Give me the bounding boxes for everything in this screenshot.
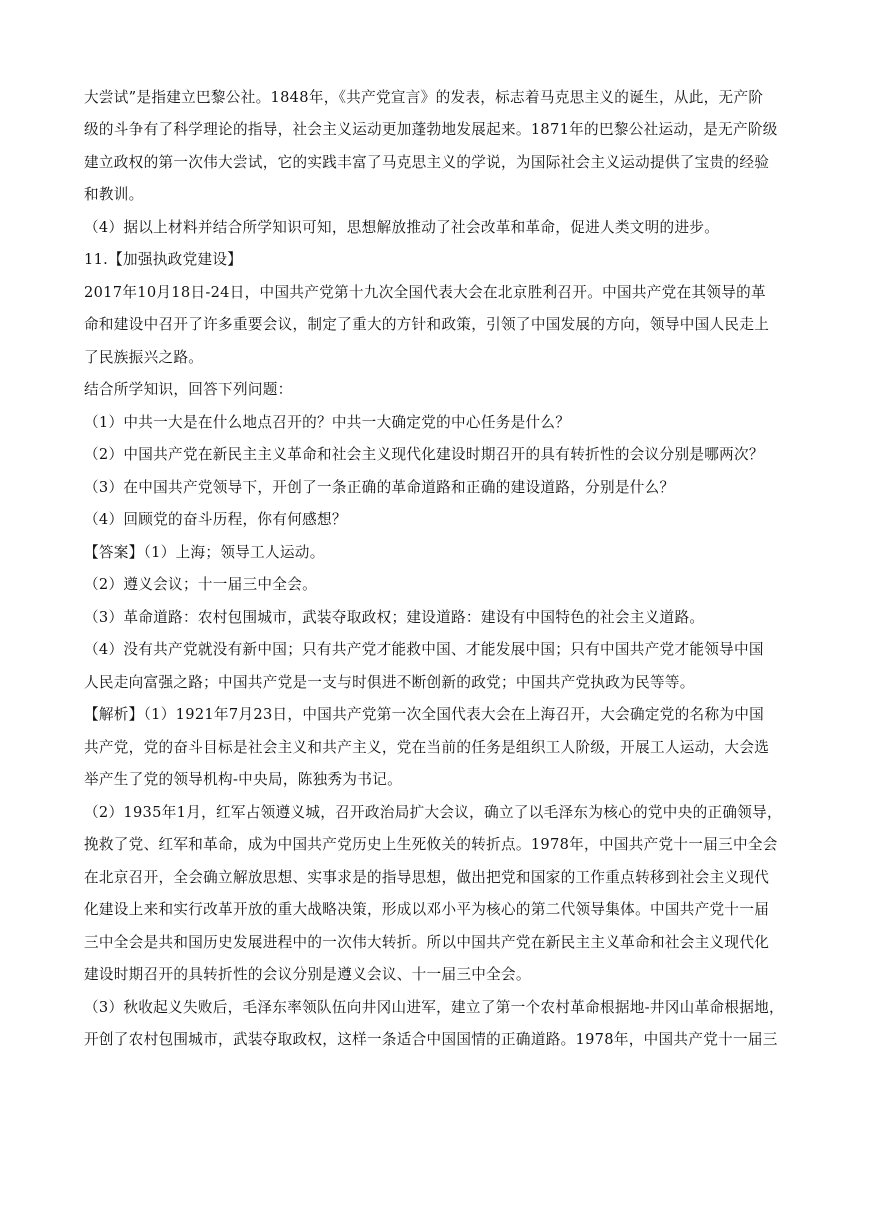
question-3: （3）在中国共产党领导下，开创了一条正确的革命道路和正确的建设道路，分别是什么？ xyxy=(84,479,675,496)
line-1: 级的斗争有了科学理论的指导，社会主义运动更加蓬勃地发展起来。1871年的巴黎公社运动，是无产阶级 xyxy=(84,121,778,138)
analysis-2-line-6: 建设时期召开的具转折性的会议分别是遵义会议、十一届三中全会。 xyxy=(84,966,531,983)
analysis-3-line-2: 开创了农村包围城市，武装夺取政权，这样一条适合中国国情的正确道路。1978年，中国共产党十一届三 xyxy=(84,1031,778,1048)
answer-3: （3）革命道路：农村包围城市，武装夺取政权；建设道路：建设有中国特色的社会主义道路。 xyxy=(84,609,705,626)
analysis-2-line-5: 三中全会是共和国历史发展进程中的一次伟大转折。所以中国共产党在新民主主义革命和社会主义现代化 xyxy=(84,934,770,951)
line-3: 和教训。 xyxy=(84,186,144,203)
analysis-3-line-1: （3）秋收起义失败后，毛泽东率领队伍向井冈山进军，建立了第一个农村革命根据地-井冈山革命根据地， xyxy=(84,999,784,1016)
analysis-1-line-1: 【解析】（1）1921年7月23日，中国共产党第一次全国代表大会在上海召开，大会确定党的名称为中国 xyxy=(84,706,765,723)
question-heading: 11.【加强执政党建设】 xyxy=(84,251,243,268)
line-0: 大尝试”是指建立巴黎公社。1848年，《共产党宣言》的发表，标志着马克思主义的诞生，从此，无产阶 xyxy=(84,89,764,106)
analysis-2-line-2: 挽救了党、红军和革命，成为中国共产党历史上生死攸关的转折点。1978年，中国共产党十一届三中全会 xyxy=(84,836,778,853)
line-9: 结合所学知识，回答下列问题： xyxy=(84,381,293,398)
line-6: 2017年10月18日-24日，中国共产党第十九次全国代表大会在北京胜利召开。中国共产党在其领导的革 xyxy=(84,284,766,301)
answer-4-line-2: 人民走向富强之路；中国共产党是一支与时俱进不断创新的政党；中国共产党执政为民等等。 xyxy=(84,674,695,691)
analysis-2-line-4: 化建设上来和实行改革开放的重大战略决策，形成以邓小平为核心的第二代领导集体。中国共产党十一届 xyxy=(84,901,770,918)
question-2: （2）中国共产党在新民主主义革命和社会主义现代化建设时期召开的具有转折性的会议分别是哪两次？ xyxy=(84,446,764,463)
line-8: 了民族振兴之路。 xyxy=(84,349,204,366)
answer-4-line-1: （4）没有共产党就没有新中国；只有共产党才能救中国、才能发展中国；只有中国共产党才能领导中国 xyxy=(84,641,764,658)
question-4: （4）回顾党的奋斗历程，你有何感想？ xyxy=(84,511,347,528)
answer-1: 【答案】（1）上海；领导工人运动。 xyxy=(84,544,325,561)
line-7: 命和建设中召开了许多重要会议，制定了重大的方针和政策，引领了中国发展的方向，领导中国人民走上 xyxy=(84,316,770,333)
analysis-2-line-3: 在北京召开，全会确立解放思想、实事求是的指导思想，做出把党和国家的工作重点转移到社会主义现代 xyxy=(84,869,770,886)
answer-2: （2）遵义会议；十一届三中全会。 xyxy=(84,576,317,593)
analysis-1-line-3: 举产生了党的领导机构-中央局，陈独秀为书记。 xyxy=(84,771,403,788)
analysis-1-line-2: 共产党，党的奋斗目标是社会主义和共产主义，党在当前的任务是组织工人阶级，开展工人运动，大会选 xyxy=(84,739,770,756)
question-1: （1）中共一大是在什么地点召开的？中共一大确定党的中心任务是什么？ xyxy=(84,414,571,431)
line-2: 建立政权的第一次伟大尝试，它的实践丰富了马克思主义的学说，为国际社会主义运动提供了宝贵的经验 xyxy=(84,154,770,171)
analysis-2-line-1: （2）1935年1月，红军占领遵义城，召开政治局扩大会议，确立了以毛泽东为核心的党中央的正确领导， xyxy=(84,804,782,821)
line-4: （4）据以上材料并结合所学知识可知，思想解放推动了社会改革和革命，促进人类文明的进步。 xyxy=(84,219,720,236)
